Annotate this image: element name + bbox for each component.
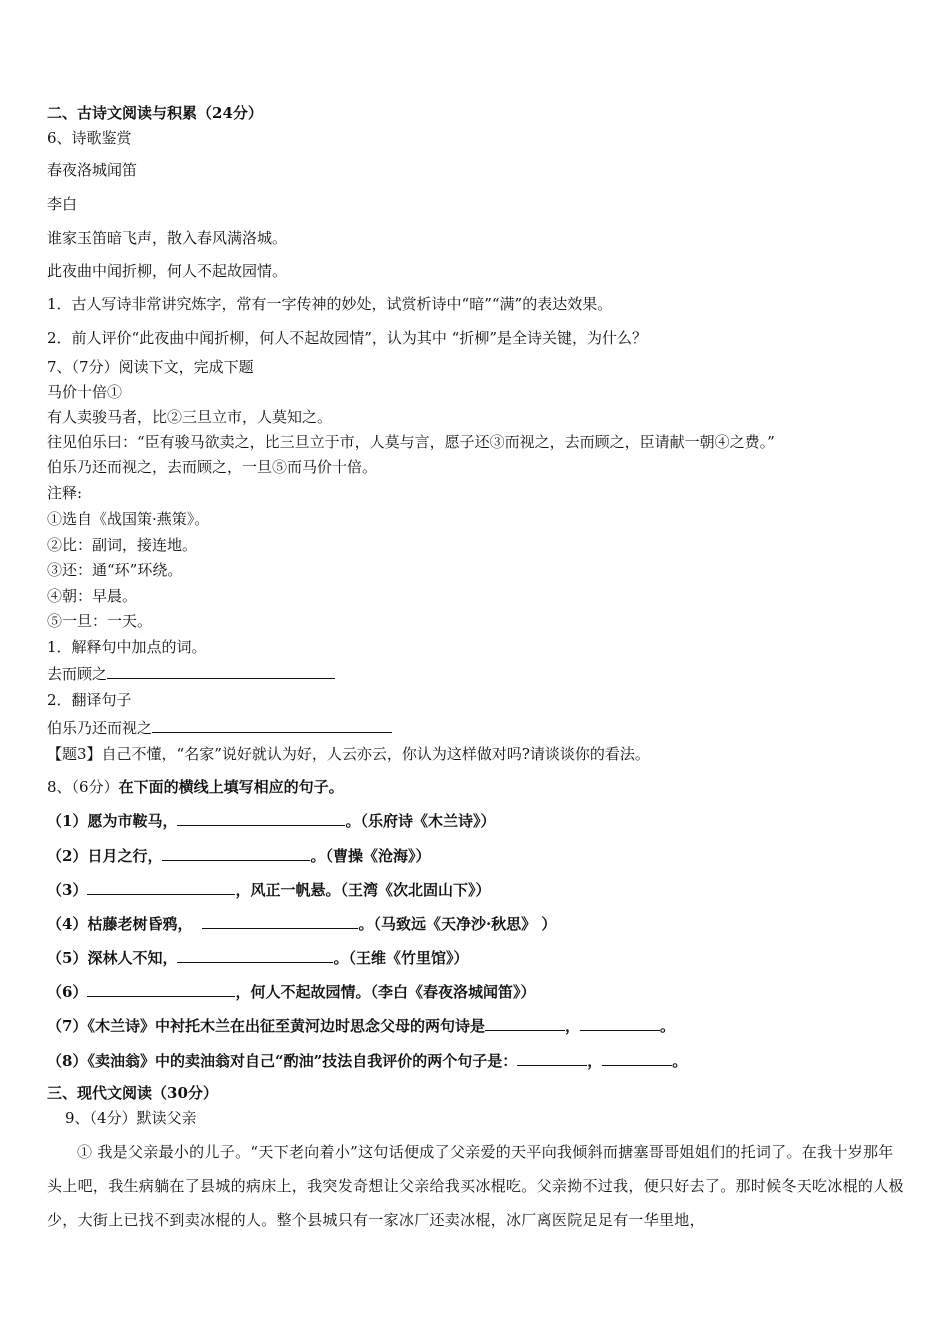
q7-sub1: 1．解释句中加点的词。 — [47, 638, 207, 656]
section2-heading: 二、古诗文阅读与积累（24分） — [47, 104, 263, 122]
q6-sub1: 1．古人写诗非常讲究炼字，常有一字传神的妙处，试赏析诗中“暗”“满”的表达效果。 — [47, 295, 613, 313]
answer-blank[interactable] — [580, 1015, 660, 1031]
q8-item-5 — [47, 947, 468, 968]
q7-sub2: 2．翻译句子 — [47, 691, 132, 709]
q8-instruction: 在下面的横线上填写相应的句子。 — [118, 778, 344, 796]
q7-sub1-item — [47, 663, 335, 684]
poem-line-2: 此夜曲中闻折柳，何人不起故园情。 — [47, 262, 288, 280]
item-end: 。 — [672, 1052, 688, 1070]
q6-label: 6、诗歌鉴赏 — [47, 129, 132, 147]
item-source: ，何人不起故园情。（李白《春夜洛城闻笛》） — [235, 983, 536, 1001]
q7-label: 7、（7分）阅读下文，完成下题 — [47, 358, 254, 376]
q6-sub2: 2．前人评价“此夜曲中闻折柳，何人不起故园情”，认为其中 “折柳”是全诗关键，为什么？ — [47, 329, 647, 347]
answer-blank[interactable] — [162, 845, 310, 861]
item-number: （3） — [47, 881, 88, 899]
q8-item-6 — [47, 981, 535, 1002]
q8-item-7 — [47, 1015, 675, 1036]
answer-blank[interactable] — [87, 981, 235, 997]
item-number: （8） — [47, 1052, 88, 1070]
q9-paragraph-1: ① 我是父亲最小的儿子。“天下老向着小”这句话便成了父亲爱的天平向我倾斜而搪塞哥哥姐姐们的托词了。在我十岁那年头上吧，我生病躺在了县城的病床上，我突发奇想让父亲给我买冰棍吃。父亲拗不过我，便只好去了。那时候冬天吃冰棍的人极少，大街上已找不到卖冰棍的人。整个县城只有一家冰厂还卖冰棍，冰厂离医院足足有一华里地， — [47, 1143, 904, 1229]
q7-text-1: 有人卖骏马者，比②三旦立市，人莫知之。 — [47, 408, 333, 426]
poem-line-1: 谁家玉笛暗飞声，散入春风满洛城。 — [47, 229, 288, 247]
item-text: 愿为市鞍马， — [87, 812, 178, 830]
item-number: （4） — [47, 915, 88, 933]
note-2: ②比：副词，接连地。 — [47, 536, 198, 554]
item-number: （7） — [47, 1017, 88, 1035]
poem-title: 春夜洛城闻笛 — [47, 161, 138, 179]
q7-title: 马价十倍① — [47, 383, 123, 401]
q8-item-3 — [47, 879, 490, 900]
answer-blank[interactable] — [87, 879, 235, 895]
note-1: ①选自《战国策·燕策》。 — [47, 510, 210, 528]
item-number: （6） — [47, 983, 88, 1001]
item-text: 枯藤老树昏鸦， — [87, 915, 193, 933]
poem-poet: 李白 — [47, 195, 78, 213]
note-3: ③还：通“环”环绕。 — [47, 561, 183, 579]
item-source: 。（王维《竹里馆》） — [333, 949, 469, 967]
answer-blank[interactable] — [152, 717, 392, 733]
answer-blank[interactable] — [517, 1050, 587, 1066]
section3-heading: 三、现代文阅读（30分） — [47, 1084, 218, 1102]
item-end: 。 — [659, 1017, 675, 1035]
note-5: ⑤一旦：一天。 — [47, 612, 153, 630]
answer-blank[interactable] — [602, 1050, 672, 1066]
note-4: ④朝：早晨。 — [47, 587, 138, 605]
item-source: 。（乐府诗《木兰诗》） — [345, 812, 496, 830]
q8-item-4 — [47, 913, 556, 934]
q7-sub3: 【题3】自己不懂，“名家”说好就认为好，人云亦云，你认为这样做对吗?请谈谈你的看法。 — [47, 745, 650, 763]
item-number: （5） — [47, 949, 88, 967]
item-source: 。（曹操《沧海》） — [310, 847, 431, 865]
item-text: 《木兰诗》中衬托木兰在出征至黄河边时思念父母的两句诗是 — [87, 1017, 485, 1035]
q8-item-8 — [47, 1050, 687, 1071]
q8-label: 8、（6分） — [47, 778, 119, 796]
item-source: 。（马致远《天净沙·秋思》 ） — [358, 915, 557, 933]
q8-item-2 — [47, 845, 430, 866]
item-number: （2） — [47, 847, 88, 865]
item-separator: ， — [587, 1052, 603, 1070]
answer-blank[interactable] — [177, 947, 333, 963]
item-source: ，风正一帆悬。（王湾《次北固山下》） — [235, 881, 491, 899]
item-number: （1） — [47, 812, 88, 830]
answer-blank[interactable] — [202, 913, 358, 929]
answer-blank[interactable] — [485, 1015, 565, 1031]
item-text: 日月之行， — [87, 847, 163, 865]
notes-label: 注释: — [47, 484, 83, 502]
q7-sub2-item — [47, 717, 392, 738]
q7-sub1-phrase: 去而顾之 — [47, 665, 108, 683]
answer-blank[interactable] — [177, 810, 345, 826]
q8-item-1 — [47, 810, 495, 831]
q7-text-3: 伯乐乃还而视之，去而顾之，一旦⑤而马价十倍。 — [47, 458, 378, 476]
q9-label: 9、（4分）默读父亲 — [65, 1109, 197, 1127]
answer-blank[interactable] — [107, 663, 335, 679]
q8-heading — [47, 777, 344, 797]
item-separator: ， — [564, 1017, 580, 1035]
item-text: 《卖油翁》中的卖油翁对自己“酌油”技法自我评价的两个句子是： — [87, 1052, 518, 1070]
q7-sub2-phrase: 伯乐乃还而视之 — [47, 719, 153, 737]
q7-text-2: 往见伯乐曰：“臣有骏马欲卖之，比三旦立于市，人莫与言，愿子还③而视之，去而顾之，臣请献一朝④之费。” — [47, 433, 775, 451]
item-text: 深林人不知， — [87, 949, 178, 967]
